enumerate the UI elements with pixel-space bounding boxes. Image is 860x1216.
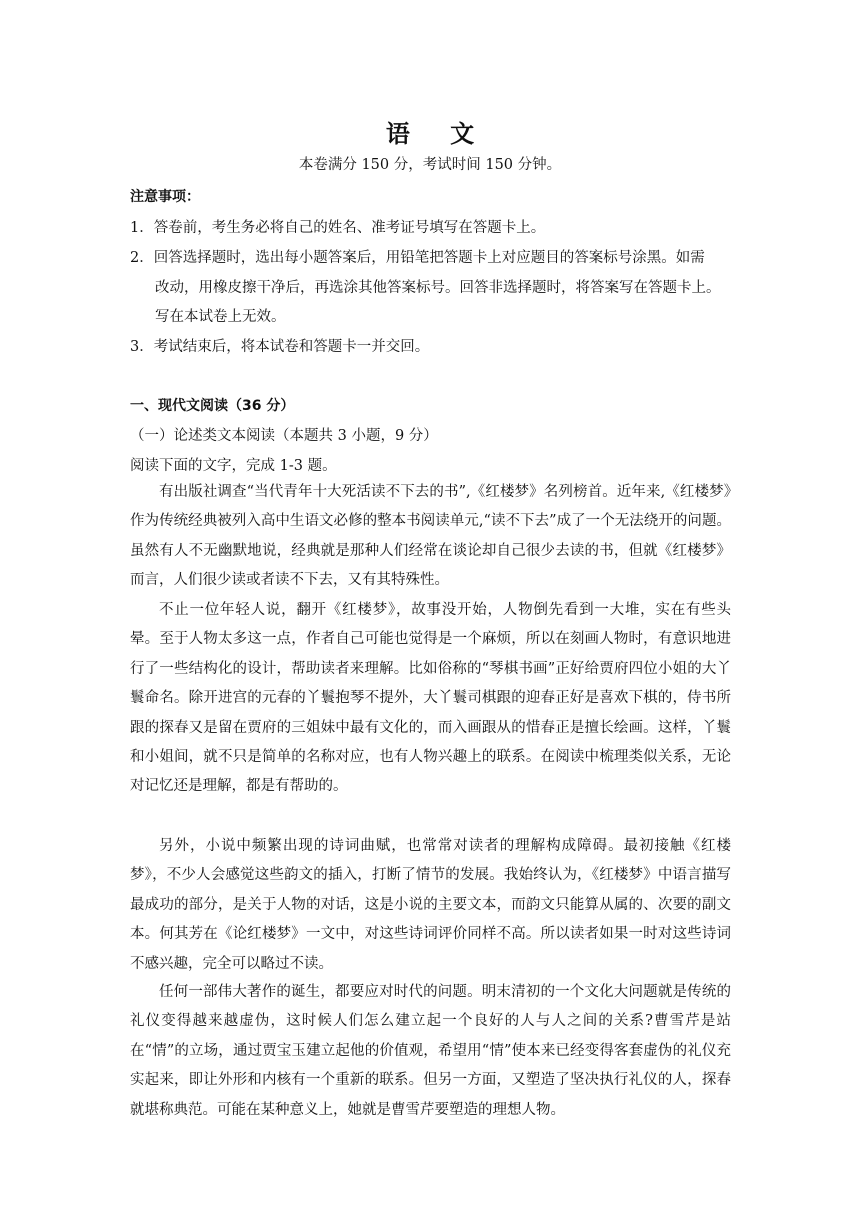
notice-item-2-line-1: 2．回答选择题时，选出每小题答案后，用铅笔把答题卡上对应题目的答案标号涂黑。如需 [130, 250, 705, 266]
passage-paragraph-4: 任何一部伟大著作的诞生，都要应对时代的问题。明末清初的一个文化大问题就是传统的礼仪变得越来越虚伪，这时候人们怎么建立起一个良好的人与人之间的关系?曹雪芹是站在“情”的立场，通过贾宝玉建立起他的价值观，希望用“情”使本来已经变得客套虚伪的礼仪充实起来，即让外形和内核有一个重新的联系。但另一方面，又塑造了坚决执行礼仪的人，探春就堪称典范。可能在某种意义上，她就是曹雪芹要塑造的理想人物。 [130, 984, 731, 1118]
page-title: 语 文 [385, 119, 491, 148]
section-heading: 一、现代文阅读（36 分） [130, 398, 295, 414]
reading-instruction: 阅读下面的文字，完成 1-3 题。 [130, 458, 337, 474]
notice-item-2-line-2: 改动，用橡皮擦干净后，再选涂其他答案标号。回答非选择题时，将答案写在答题卡上。 [155, 280, 721, 296]
subsection-heading: （一）论述类文本阅读（本题共 3 小题，9 分） [130, 428, 438, 444]
passage-paragraph-1: 有出版社调查“当代青年十大死活读不下去的书”,《红楼梦》名列榜首。近年来,《红楼梦》作为传统经典被列入高中生语文必修的整本书阅读单元,“读不下去”成了一个无法绕开的问题。虽然有人不无幽默地说，经典就是那种人们经常在谈论却自己很少去读的书，但就《红楼梦》而言，人们很少读或者读不下去，又有其特殊性。 [130, 484, 731, 589]
notice-item-3: 3．考试结束后，将本试卷和答题卡一并交回。 [130, 339, 430, 355]
passage-paragraph-2: 不止一位年轻人说，翻开《红楼梦》，故事没开始，人物倒先看到一大堆，实在有些头晕。至于人物太多这一点，作者自己可能也觉得是一个麻烦，所以在刻画人物时，有意识地进行了一些结构化的设计，帮助读者来理解。比如俗称的“琴棋书画”正好给贾府四位小姐的大丫鬟命名。除开进宫的元春的丫鬟抱琴不提外，大丫鬟司棋跟的迎春正好是喜欢下棋的，侍书所跟的探春又是留在贾府的三姐妹中最有文化的，而入画跟从的惜春正是擅长绘画。这样，丫鬟和小姐间，就不只是简单的名称对应，也有人物兴趣上的联系。在阅读中梳理类似关系，无论对记忆还是理解，都是有帮助的。 [130, 602, 731, 795]
notice-item-1: 1．答卷前，考生务必将自己的姓名、准考证号填写在答题卡上。 [130, 220, 546, 236]
exam-info: 本卷满分 150 分，考试时间 150 分钟。 [298, 157, 562, 173]
notice-heading: 注意事项： [130, 189, 200, 205]
passage-paragraph-3: 另外，小说中频繁出现的诗词曲赋，也常常对读者的理解构成障碍。最初接触《红楼梦》，不少人会感觉这些韵文的插入，打断了情节的发展。我始终认为，《红楼梦》中语言描写最成功的部分，是关于人物的对话，这是小说的主要文本，而韵文只能算从属的、次要的副文本。何其芳在《论红楼梦》一文中，对这些诗词评价同样不高。所以读者如果一时对这些诗词不感兴趣，完全可以略过不读。 [130, 838, 731, 972]
notice-item-2-line-3: 写在本试卷上无效。 [155, 309, 286, 325]
